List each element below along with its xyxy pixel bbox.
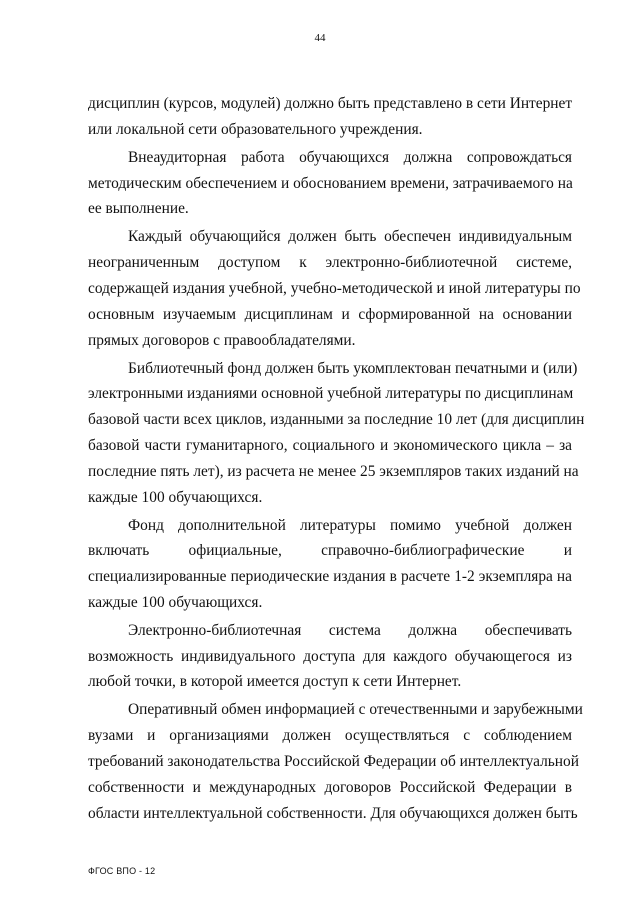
text-line: дисциплин (курсов, модулей) должно быть представлено в сети Интернет (88, 95, 573, 112)
text-line: вузами и организациями должен осуществляться с соблюдением (88, 727, 572, 745)
paragraph (88, 356, 585, 511)
text-line: ее выполнение. (88, 200, 189, 218)
paragraph (88, 513, 572, 616)
text-line: каждые 100 обучающихся. (88, 593, 263, 611)
text-line: Внеаудиторная работа обучающихся должна сопровождаться (128, 148, 572, 166)
text-line: собственности и международных договоров Российской Федерации в (88, 778, 572, 796)
paragraph (88, 697, 583, 826)
text-line: специализированные периодические издания в расчете 1-2 экземпляра на (88, 568, 572, 586)
text-line: Оперативный обмен информацией с отечественными и зарубежными (128, 701, 583, 719)
text-line: базовой части всех циклов, изданными за последние 10 лет (для дисциплин (88, 411, 585, 429)
text-line: области интеллектуальной собственности. Для обучающихся должен быть (88, 804, 578, 822)
document-body (88, 91, 585, 826)
text-line: Электронно-библиотечная система должна обеспечивать (128, 621, 572, 639)
text-line: базовой части гуманитарного, социального и экономического цикла – за (88, 436, 572, 454)
paragraph (88, 224, 581, 353)
text-line: требований законодательства Российской Федерации об интеллектуальной (88, 753, 579, 771)
text-line: последние пять лет), из расчета не менее 25 экземпляров таких изданий на (88, 462, 579, 480)
text-line: неограниченным доступом к электронно-библиотечной системе, (88, 254, 572, 272)
text-line: электронными изданиями основной учебной литературы по дисциплинам (88, 385, 574, 403)
paragraph (88, 145, 572, 222)
text-line: методическим обеспечением и обоснованием времени, затрачиваемого на (88, 174, 573, 192)
text-line: прямых договоров с правообладателями. (88, 331, 356, 349)
text-line: или локальной сети образовательного учреждения. (88, 120, 423, 138)
text-line: любой точки, в которой имеется доступ к сети Интернет. (88, 673, 462, 691)
text-line: основным изучаемым дисциплинам и сформированной на основании (88, 305, 572, 323)
paragraph (88, 618, 572, 695)
text-line: Каждый обучающийся должен быть обеспечен индивидуальным (128, 228, 572, 246)
footer-document-code: ФГОС ВПО - 12 (88, 866, 156, 876)
text-line: каждые 100 обучающихся. (88, 488, 263, 506)
text-line: содержащей издания учебной, учебно-методической и иной литературы по (88, 279, 581, 297)
text-line: Библиотечный фонд должен быть укомплектован печатными и (или) (128, 359, 578, 377)
text-line: включать официальные, справочно-библиографические и (88, 542, 572, 560)
page-number: 44 (314, 32, 326, 44)
paragraph (88, 91, 572, 143)
text-line: возможность индивидуального доступа для каждого обучающегося из (88, 647, 572, 665)
text-line: Фонд дополнительной литературы помимо учебной должен (128, 516, 572, 534)
